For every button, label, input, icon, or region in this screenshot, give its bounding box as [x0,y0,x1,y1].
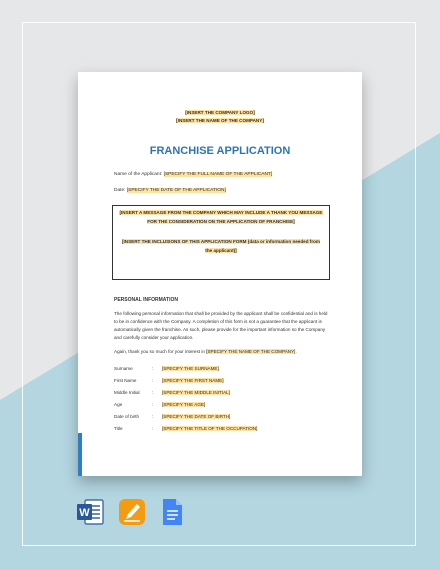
thanks-line: Again, thank you so much for your interest in [SPECIFY THE NAME OF THE COMPANY]. [114,349,297,354]
form-inclusions-placeholder: [INSERT THE INCLUSIONS OF THIS APPLICATION FORM (data or information needed from the applicant)] [121,239,321,253]
document-title: FRANCHISE APPLICATION [149,145,291,157]
logo-placeholder: [INSERT THE COMPANY LOGO] [185,110,255,115]
field-row-title: Title : [SPECIFY THE TITLE OF THE OCCUPATION] [114,426,258,431]
company-name-placeholder: [SPECIFY THE NAME OF THE COMPANY] [206,349,296,354]
section-heading: PERSONAL INFORMATION [114,297,178,303]
word-icon-letter: W [79,507,90,519]
date-label: Date: [114,188,126,193]
page-accent-bar [78,433,82,476]
applicant-value: [SPECIFY THE FULL NAME OF THE APPLICANT] [163,172,273,177]
field-row-first-name: First Name : [SPECIFY THE FIRST NAME] [114,378,224,383]
confidentiality-paragraph: The following personal information that shall be provided by the applicant shall be confidential and is held to be in confidence with the Company. A completion of this form is not a guarantee that the applicant is automatically given the franchise. As such, please provide for the important information so the Company and carefully consider your application. [114,311,328,340]
field-row-middle-initial: Middle Initial : [SPECIFY THE MIDDLE INITIAL] [114,390,230,395]
company-message-placeholder: [INSERT A MESSAGE FROM THE COMPANY WHICH MAY INCLUDE A THANK YOU MESSAGE FOR THE CONSIDERATION ON THE APPLICATION OF FRANCHISE] [119,210,323,224]
message-box [112,205,330,280]
application-date-line [114,188,226,193]
field-row-age: Age : [SPECIFY THE AGE] [114,402,206,407]
company-placeholder: [INSERT THE NAME OF THE COMPANY] [176,118,264,123]
field-row-surname: Surname : [SPECIFY THE SURNAME] [114,366,219,371]
applicant-label: Name of the Applicant: [114,172,163,177]
google-docs-icon[interactable] [157,497,187,527]
applicant-name-line [114,172,272,177]
document-page [78,72,362,476]
date-value: [SPECIFY THE DATE OF THE APPLICATION] [126,188,226,193]
pages-icon[interactable] [117,497,147,527]
word-icon[interactable] [75,497,105,527]
field-row-date-of-birth: Date of birth : [SPECIFY THE DATE OF BIRTH] [114,414,231,419]
